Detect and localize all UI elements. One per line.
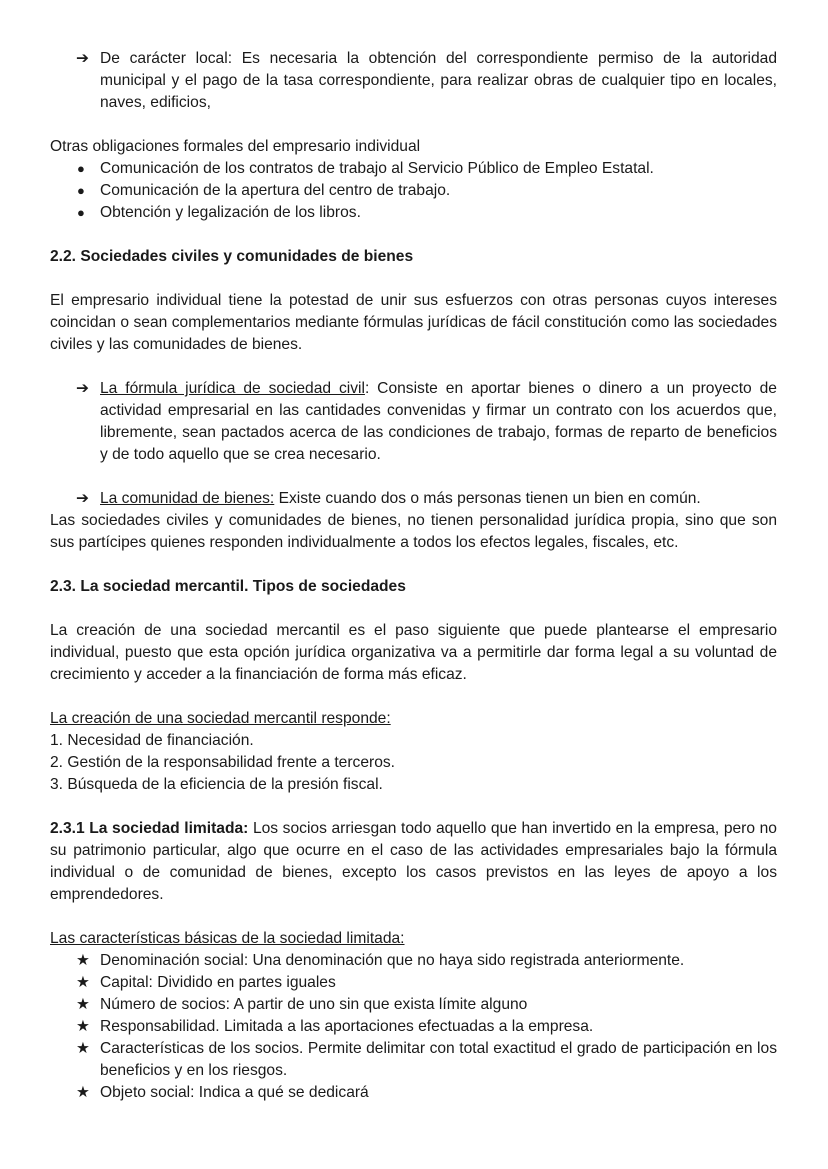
section-2-2-paragraph: El empresario individual tiene la potestad de unir sus esfuerzos con otras personas cuyos intereses coincidan o sean complementarios mediante fórmulas jurídicas de fácil constitución como las sociedades civiles y las comunidades de bienes. (50, 292, 777, 353)
arrow-icon: ➔ (76, 490, 90, 507)
arrow-icon: ➔ (76, 380, 90, 397)
section-2-3-paragraph: La creación de una sociedad mercantil es el paso siguiente que puede plantearse el empresario individual, puesto que esta opción jurídica organizativa va a permitirle dar forma legal a su voluntad de crecimiento y acceder a la financiación de forma más eficaz. (50, 622, 777, 683)
sociedad-limitada-heading: 2.3.1 La sociedad limitada: (50, 820, 249, 837)
bullet-icon: ● (77, 183, 85, 198)
sociedad-civil-text: : Consiste en aportar bienes o dinero a un proyecto de actividad empresarial en las cantidades convenidas y firmar un contrato con los acuerdos que, libremente, sean pactados acerca de las condiciones de trabajo, formas de reparto de beneficios y de todo aquello que se crea necesario. (100, 380, 777, 463)
list-item: ★ Responsabilidad. Limitada a las aportaciones efectuadas a la empresa. (50, 1016, 777, 1038)
section-2-2-heading: 2.2. Sociedades civiles y comunidades de bienes (50, 248, 414, 265)
list-item: ★ Denominación social: Una denominación que no haya sido registrada anteriormente. (50, 950, 777, 972)
document-page (50, 48, 777, 1104)
obligations-title: Otras obligaciones formales del empresario individual (50, 138, 421, 155)
caracteristicas-label: Las características básicas de la sociedad limitada: (50, 930, 405, 947)
star-icon: ★ (76, 974, 90, 991)
star-icon: ★ (76, 1084, 90, 1101)
comunidad-bienes-item (50, 488, 777, 510)
bullet-icon: ● (77, 205, 85, 220)
section-2-3-heading: 2.3. La sociedad mercantil. Tipos de sociedades (50, 578, 406, 595)
bullet-icon: ● (77, 161, 85, 176)
list-item: 2. Gestión de la responsabilidad frente a terceros. (50, 754, 395, 771)
list-item: ● Comunicación de los contratos de trabajo al Servicio Público de Empleo Estatal. (50, 158, 777, 180)
list-item: ● Obtención y legalización de los libros. (50, 202, 777, 224)
list-item: ★ Objeto social: Indica a qué se dedicará (50, 1082, 777, 1104)
star-icon: ★ (76, 1040, 90, 1057)
star-icon: ★ (76, 996, 90, 1013)
list-item: ★ Características de los socios. Permite delimitar con total exactitud el grado de participación en los beneficios y en los riesgos. (76, 1040, 777, 1079)
sociedad-limitada-text: Los socios arriesgan todo aquello que han invertido en la empresa, pero no su patrimonio particular, algo que ocurre en el caso de las actividades empresariales bajo la fórmula individual o de comunidad de bienes, excepto los casos previstos en las leyes de apoyo a los emprendedores. (50, 820, 777, 903)
responde-label: La creación de una sociedad mercantil responde: (50, 710, 391, 727)
local-permit-text: De carácter local: Es necesaria la obtención del correspondiente permiso de la autoridad municipal y el pago de la tasa correspondiente, para realizar obras de cualquier tipo en locales, naves, edificios, (100, 50, 777, 111)
sociedad-civil-item (50, 378, 777, 466)
sociedad-civil-label: La fórmula jurídica de sociedad civil (100, 380, 365, 397)
sociedad-limitada-paragraph (50, 818, 777, 906)
list-item: ★ Capital: Dividido en partes iguales (50, 972, 777, 994)
list-item: 3. Búsqueda de la eficiencia de la presión fiscal. (50, 776, 383, 793)
star-icon: ★ (76, 952, 90, 969)
comunidad-bienes-label: La comunidad de bienes: (100, 490, 275, 507)
list-item: ★ Número de socios: A partir de uno sin que exista límite alguno (50, 994, 777, 1016)
star-icon: ★ (76, 1018, 90, 1035)
comunidad-bienes-text: Existe cuando dos o más personas tienen un bien en común. (274, 490, 701, 507)
list-item: ● Comunicación de la apertura del centro de trabajo. (50, 180, 777, 202)
arrow-icon: ➔ (76, 50, 90, 67)
section-2-2-closing: Las sociedades civiles y comunidades de bienes, no tienen personalidad jurídica propia, sino que son sus partícipes quienes responden individualmente a todos los efectos legales, fiscales, etc. (50, 512, 777, 551)
local-permit-item (50, 48, 777, 114)
list-item: 1. Necesidad de financiación. (50, 732, 254, 749)
